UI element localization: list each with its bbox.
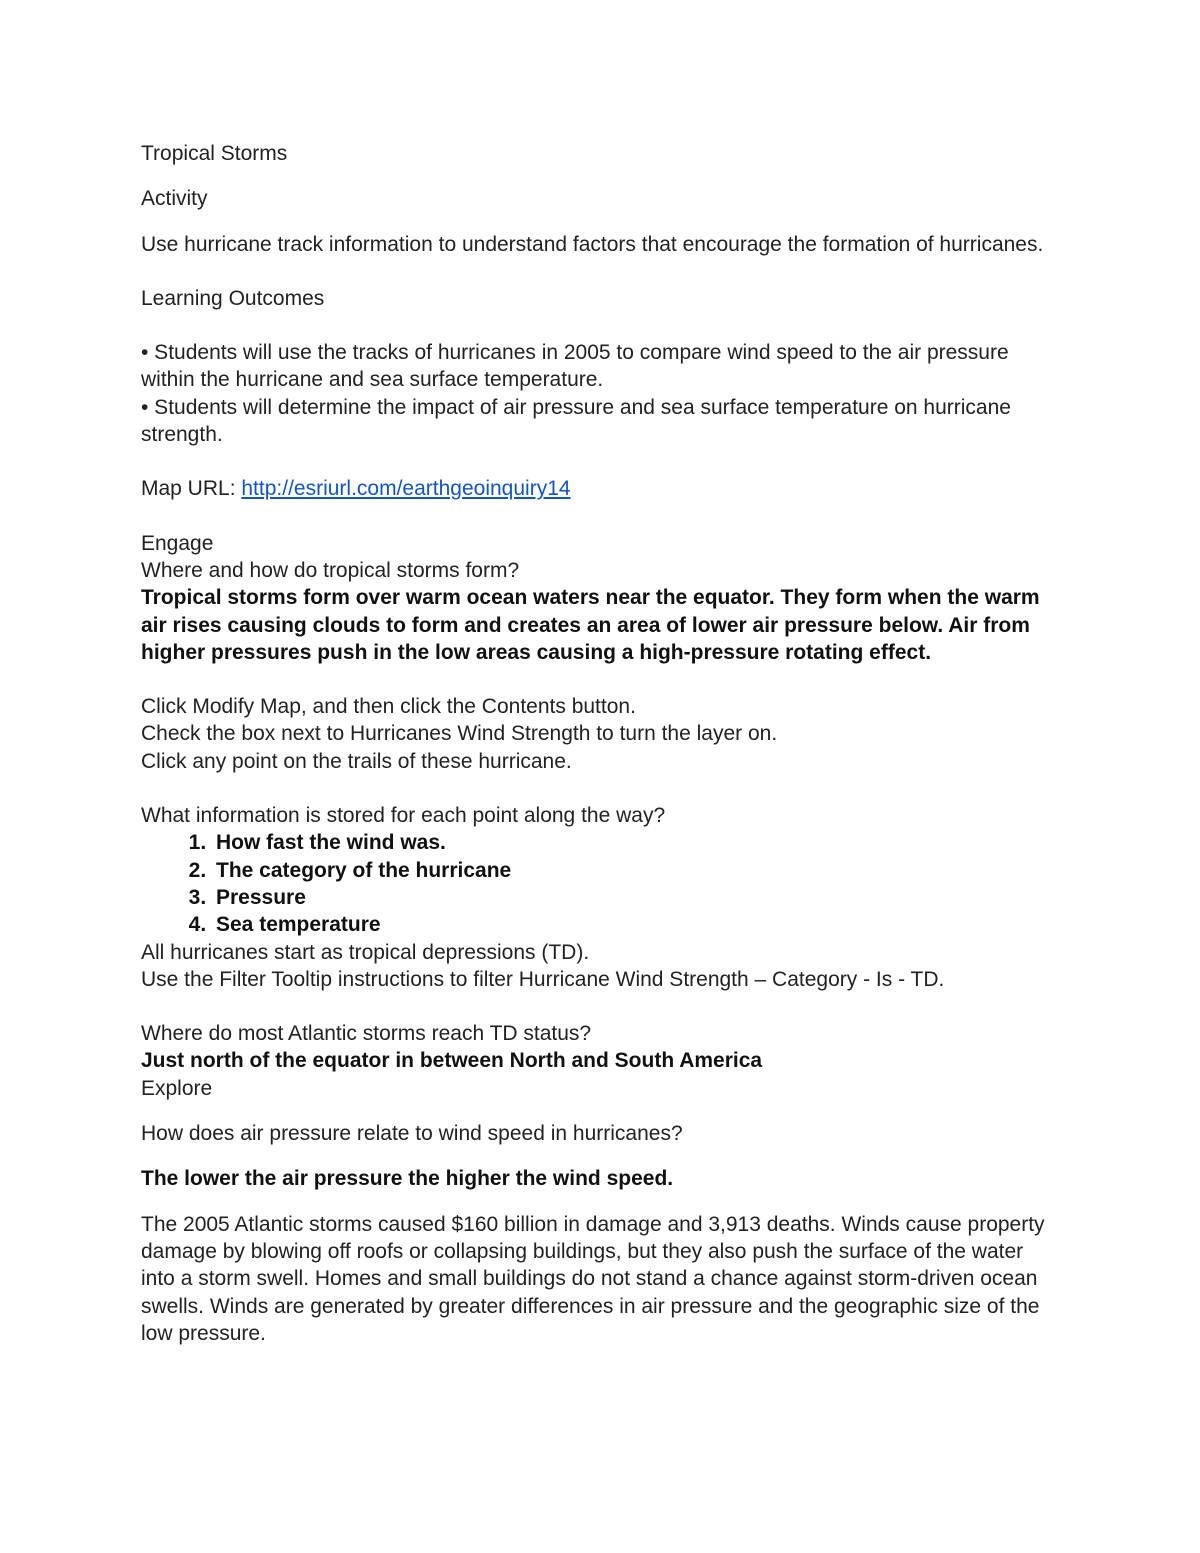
- outcome-item-2: • Students will determine the impact of air pressure and sea surface temperature on hurricane strength.: [141, 395, 1011, 447]
- outcome-item-1: • Students will use the tracks of hurricanes in 2005 to compare wind speed to the air pressure within the hurricane and sea surface temperature.: [141, 341, 1009, 392]
- td-text: All hurricanes start as tropical depressions (TD).: [141, 940, 590, 964]
- atlantic-question: Where do most Atlantic storms reach TD status?: [141, 1022, 592, 1046]
- map-url-line: [141, 475, 1061, 502]
- info-answer-item: 1. How fast the wind was.: [212, 829, 1061, 856]
- instruction-1: Click Modify Map, and then click the Contents button.: [141, 695, 636, 719]
- info-question: What information is stored for each point along the way?: [141, 804, 666, 828]
- info-answer-list: [141, 829, 1061, 938]
- instruction-2: Check the box next to Hurricanes Wind Strength to turn the layer on.: [141, 722, 778, 746]
- info-answer-item: 3. Pressure: [212, 884, 1061, 911]
- filter-text: Use the Filter Tooltip instructions to filter Hurricane Wind Strength – Category - Is - TD.: [141, 967, 945, 991]
- explore-question: How does air pressure relate to wind speed in hurricanes?: [141, 1122, 683, 1146]
- map-url-label: Map URL:: [141, 477, 242, 501]
- explore-answer: The lower the air pressure the higher the wind speed.: [141, 1167, 674, 1191]
- atlantic-answer: Just north of the equator in between North and South America: [141, 1049, 763, 1073]
- document-page: [141, 140, 1061, 1347]
- instruction-3: Click any point on the trails of these hurricane.: [141, 749, 572, 773]
- document-title: Tropical Storms: [141, 142, 288, 165]
- activity-text: Use hurricane track information to understand factors that encourage the formation of hurricanes.: [141, 232, 1044, 256]
- explore-paragraph: The 2005 Atlantic storms caused $160 billion in damage and 3,913 deaths. Winds cause property damage by blowing off roofs or collapsing buildings, but they also push the surface of the water into a storm swell. Homes and small buildings do not stand a chance against storm-driven ocean swells. Winds are generated by greater differences in air pressure and the geographic size of the low pressure.: [141, 1212, 1045, 1345]
- info-answer-item: 2. The category of the hurricane: [212, 857, 1061, 884]
- explore-heading: Explore: [141, 1076, 213, 1100]
- engage-heading: Engage: [141, 531, 214, 555]
- outcomes-heading: Learning Outcomes: [141, 286, 325, 310]
- activity-heading: Activity: [141, 187, 208, 211]
- map-url-link[interactable]: http://esriurl.com/earthgeoinquiry14: [241, 477, 571, 501]
- info-answer-item: 4. Sea temperature: [212, 911, 1061, 938]
- engage-question: Where and how do tropical storms form?: [141, 558, 520, 582]
- engage-answer: Tropical storms form over warm ocean waters near the equator. They form when the warm air rises causing clouds to form and creates an area of lower air pressure below. Air from higher pressures push in the low areas causing a high-pressure rotating effect.: [141, 586, 1040, 664]
